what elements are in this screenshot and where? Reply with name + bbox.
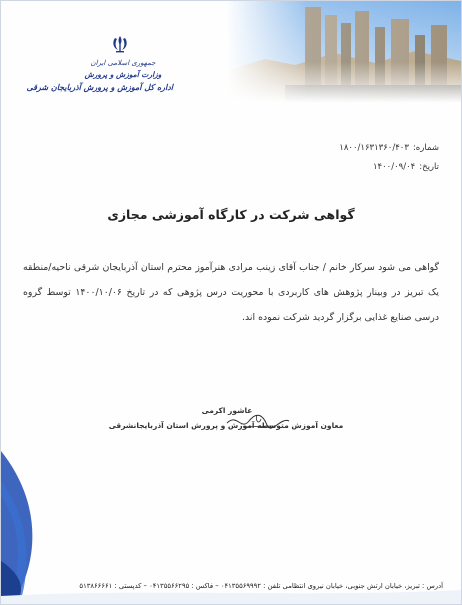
letter-number	[339, 143, 439, 153]
letter-date-value: ۱۴۰۰/۰۹/۰۴	[372, 162, 416, 172]
letter-date	[373, 162, 439, 172]
header-monument-photo	[225, 1, 461, 103]
signatory-name: عاشور اکرمی	[201, 406, 253, 415]
letter-date-label: تاریخ:	[419, 162, 439, 172]
letter-number-value: ۱۸۰۰/۱۶۳۱۳۶۰/۴۰۳	[339, 143, 409, 153]
certificate-title: گواهی شرکت در کارگاه آموزشی مجازی	[107, 207, 355, 222]
signatory-title: معاون آموزش متوسطه آموزش و پرورش استان آذربایجانشرقی	[108, 421, 344, 430]
iran-emblem-icon	[109, 33, 131, 55]
letter-number-label: شماره:	[412, 143, 439, 153]
footer-address: آدرس : تبریز، خیابان ارتش جنوبی، خیابان نیروی انتظامی تلفن : ۰۴۱۳۵۵۶۹۹۹۲ – فاکس : ۰۴۱۳۵۵۶۶۲۹۵ – کدپستی : ۵۱۳۸۶۶۶۶۱	[79, 582, 443, 590]
org-line-ministry: وزارت آموزش و پرورش	[84, 70, 162, 79]
certificate-body: گواهی می شود سرکار خانم / جناب آقای زینب مرادی هنرآموز محترم استان آذربایجان شرقی ناحیه/منطقه یک تبریز در وبینار پژوهش های کاربردی با محوریت درس پژوهی که در تاریخ ۱۴۰۰/۱۰/۰۶ توسط گروه درسی صنایع غذایی برگزار گردید شرکت نموده اند.	[23, 262, 439, 323]
org-line-country: جمهوری اسلامی ایران	[90, 59, 156, 67]
org-line-department: اداره کل آموزش و پرورش آذربایجان شرقی	[26, 82, 173, 92]
organization-header	[26, 57, 173, 93]
